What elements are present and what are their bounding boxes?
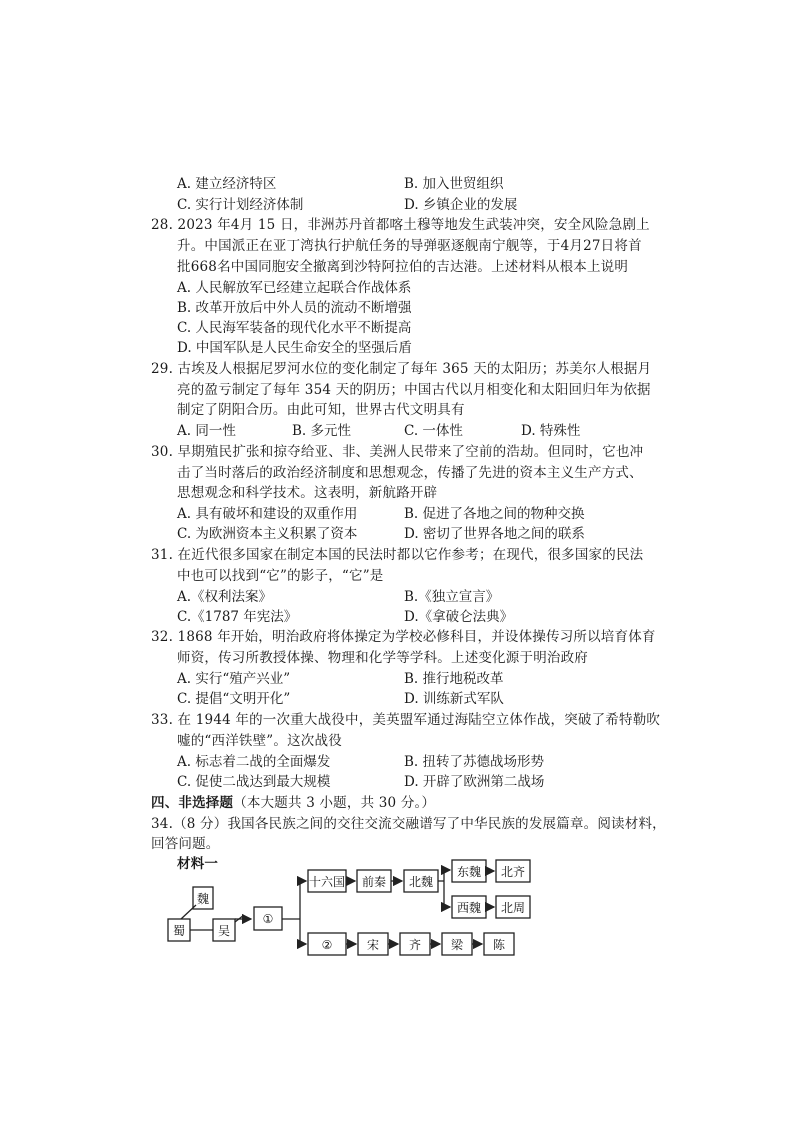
q33-stem-line-1: 33. 在 1944 年的一次重大战役中，美英盟军通过海陆空立体作战，突破了希特勒吹 [151,712,661,728]
q29-stem-line-2: 亮的盈亏制定了每年 354 天的阴历；中国古代以月相变化和太阳回归年为依据 [177,382,651,398]
q33-option-b: B. 扭转了苏德战场形势 [404,754,545,770]
q29-stem-line-3: 制定了阴阳合历。由此可知，世界古代文明具有 [177,402,465,418]
beiwei-label: 北魏 [408,875,434,889]
chen-label: 陈 [492,938,506,952]
q28-option-d: D. 中国军队是人民生命安全的坚强后盾 [177,340,412,356]
q34-stem-line-2: 回答问题。 [151,836,220,852]
q27-option-d: D. 乡镇企业的发展 [404,197,518,213]
dongwei-label: 东魏 [456,865,482,879]
q30-stem-line-2: 击了当时落后的政治经济制度和思想观念，传播了先进的资本主义生产方式、 [177,465,643,481]
section-note: （本大题共 3 小题，共 30 分。） [233,795,436,811]
q29-stem-line-1: 29. 古埃及人根据尼罗河水位的变化制定了每年 365 天的太阳历；苏美尔人根据月 [151,361,652,377]
q27-option-b: B. 加入世贸组织 [404,176,504,192]
q31-option-b: B.《独立宣言》 [404,589,500,605]
q31-stem-line-2: 中也可以找到“它”的影子，“它”是 [177,568,384,584]
q31-option-a: A.《权利法案》 [177,589,273,605]
qianqin-label: 前秦 [361,875,387,889]
xiwei-label: 西魏 [456,901,482,915]
q29-option-c: C. 一体性 [404,423,463,439]
q29-option-a: A. 同一性 [177,423,236,439]
liang-label: 梁 [450,938,464,952]
q31-stem-line-1: 31. 在近代很多国家在制定本国的民法时都以它作参考；在现代，很多国家的民法 [151,547,644,563]
q28-stem-line-3: 批668名中国同胞安全撤离到沙特阿拉伯的吉达港。上述材料从根本上说明 [177,259,629,275]
q30-option-a: A. 具有破坏和建设的双重作用 [177,506,358,522]
q27-option-a: A. 建立经济特区 [177,176,277,192]
blank-2-label: ② [321,938,333,952]
q32-option-d: D. 训练新式军队 [404,691,504,707]
q33-option-d: D. 开辟了欧洲第二战场 [404,774,545,790]
sixteen-kingdoms-label: 十六国 [308,875,346,889]
q32-option-a: A. 实行“殖产兴业” [177,671,291,687]
q32-option-c: C. 提倡“文明开化” [177,691,291,707]
q34-stem-line-1: 34.（8 分）我国各民族之间的交往交流交融谱写了中华民族的发展篇章。阅读材料， [151,816,666,832]
wei-label: 魏 [196,892,210,906]
q27-option-c: C. 实行计划经济体制 [177,197,304,213]
q31-option-c: C.《1787 年宪法》 [177,609,298,625]
material-label: 材料一 [177,856,219,872]
q30-stem-line-3: 思想观念和科学技术。这表明，新航路开辟 [177,485,438,501]
q32-stem-line-1: 32. 1868 年开始，明治政府将体操定为学校必修科目，并设体操传习所以培育体育 [151,629,656,645]
q32-option-b: B. 推行地税改革 [404,671,504,687]
q30-option-b: B. 促进了各地之间的物种交换 [404,506,585,522]
q29-option-d: D. 特殊性 [521,423,581,439]
beizhou-label: 北周 [500,901,526,915]
shu-label: 蜀 [172,924,186,938]
q28-stem-line-1: 28. 2023 年4月 15 日，非洲苏丹首都喀土穆等地发生武装冲突，安全风险急剧上 [151,217,650,233]
q28-option-b: B. 改革开放后中外人员的流动不断增强 [177,300,412,316]
wu-label: 吴 [217,924,231,938]
q32-stem-line-2: 师资，传习所教授体操、物理和化学等学科。上述变化源于明治政府 [177,650,588,666]
q28-stem-line-2: 升。中国派正在亚丁湾执行护航任务的导弹驱逐舰南宁舰等，于4月27日将首 [177,238,642,254]
qi-label: 齐 [408,938,422,952]
section-title: 四、非选择题 [151,795,234,811]
q31-option-d: D.《拿破仑法典》 [404,609,514,625]
beiqi-label: 北齐 [500,865,526,879]
q29-option-b: B. 多元性 [292,423,352,439]
q28-option-a: A. 人民解放军已经建立起联合作战体系 [177,280,412,296]
song-label: 宋 [366,938,380,952]
q30-option-d: D. 密切了世界各地之间的联系 [404,526,585,542]
q33-option-a: A. 标志着二战的全面爆发 [177,754,331,770]
q30-stem-line-1: 30. 早期殖民扩张和掠夺给亚、非、美洲人民带来了空前的浩劫。但同时，它也冲 [151,444,644,460]
blank-1-label: ① [262,912,274,926]
q33-option-c: C. 促使二战达到最大规模 [177,774,331,790]
q30-option-c: C. 为欧洲资本主义积累了资本 [177,526,358,542]
q33-stem-line-2: 嘘的“西洋铁壁”。这次战役 [177,733,342,749]
q28-option-c: C. 人民海军装备的现代化水平不断提高 [177,320,412,336]
